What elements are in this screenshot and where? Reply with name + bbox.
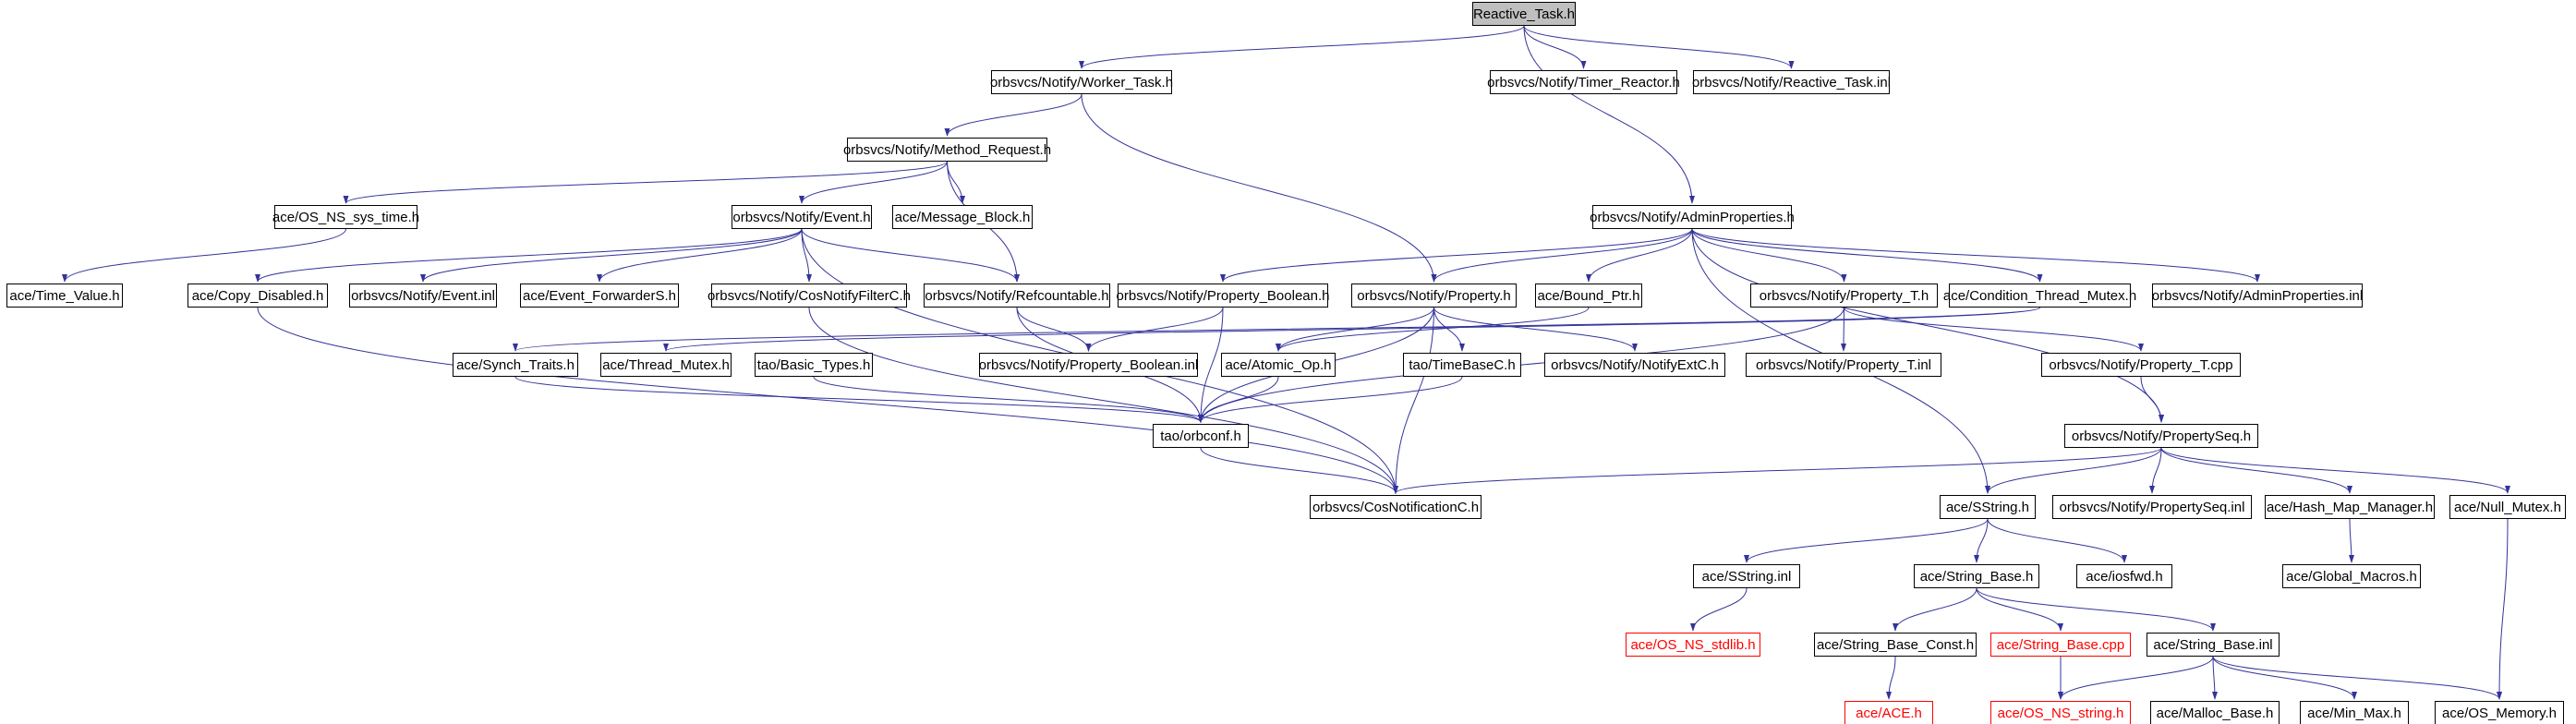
graph-edge [1693,588,1747,631]
graph-edge [1082,94,1434,282]
graph-edge [1017,308,1089,351]
graph-edge [1223,229,1692,282]
graph-node-label: orbsvcs/Notify/Property_T.inl [1755,356,1932,373]
graph-node-label: ace/Bound_Ptr.h [1537,287,1640,304]
graph-edge [1434,308,1636,351]
graph-edge [2499,519,2508,699]
graph-edge [948,94,1082,136]
graph-node[interactable] [1693,564,1800,588]
graph-edge [1201,448,1396,493]
graph-edge [2350,519,2352,562]
graph-node[interactable] [1590,205,1795,229]
graph-edge [2061,657,2213,699]
graph-node[interactable] [1153,424,1249,448]
graph-edge [1082,26,1524,68]
graph-edge [65,229,346,282]
graph-edge [1524,26,1692,203]
graph-node-label: ace/String_Base_Const.h [1816,636,1975,653]
graph-node-label: orbsvcs/Notify/NotifyExtC.h [1551,356,1719,373]
graph-node[interactable] [272,205,420,229]
graph-node[interactable] [842,138,1052,162]
graph-edge [1988,448,2161,493]
graph-node[interactable] [1940,495,2036,519]
graph-node-label: ace/OS_NS_stdlib.h [1630,636,1756,653]
graph-node-label: orbsvcs/Notify/Property_Boolean.h [1116,287,1330,304]
graph-node-label: ace/Condition_Thread_Mutex.h [1942,287,2137,304]
graph-node[interactable] [2076,564,2172,588]
graph-node[interactable] [1693,70,1890,94]
graph-edge [2161,448,2350,493]
graph-node-label: tao/TimeBaseC.h [1409,356,1516,373]
graph-edge [1524,26,1584,68]
graph-edge [1977,519,1988,562]
graph-node-label: ace/Copy_Disabled.h [191,287,324,304]
graph-node[interactable] [2300,701,2409,724]
graph-node[interactable] [1118,284,1328,308]
graph-edge [1278,308,1434,351]
graph-edge [809,308,1396,493]
graph-node-label: ace/String_Base.cpp [1996,636,2125,653]
graph-node-label: orbsvcs/Notify/Worker_Task.h [989,74,1174,90]
graph-node-label: orbsvcs/Notify/Reactive_Task.inl [1691,74,1892,90]
graph-node[interactable] [1535,284,1642,308]
graph-node-label: ace/Event_ForwarderS.h [523,287,676,304]
graph-node[interactable] [2150,701,2280,724]
graph-edge [802,229,809,282]
graph-edge [1692,229,1844,282]
graph-node[interactable] [755,353,873,377]
graph-edge [1977,588,2061,631]
graph-node-label: orbsvcs/Notify/AdminProperties.inl [2151,287,2364,304]
graph-edge [1692,229,2161,422]
graph-node[interactable] [1310,495,1482,519]
graph-node-label: ace/SString.h [1945,499,2030,515]
graph-edge [2213,657,2215,699]
graph-node[interactable] [349,284,497,308]
graph-node[interactable] [892,205,1033,229]
graph-node[interactable] [1487,70,1680,94]
graph-node[interactable] [2052,495,2252,519]
graph-edge [258,229,802,282]
graph-node-label: ace/SString.inl [1701,568,1792,585]
graph-edge [2213,657,2354,699]
graph-node-label: ace/OS_NS_sys_time.h [272,209,420,225]
graph-node[interactable] [1403,353,1521,377]
graph-edge [1589,229,1692,282]
graph-node[interactable] [1351,284,1517,308]
graph-edge [1895,588,1977,631]
graph-edge [2161,448,2508,493]
graph-node[interactable] [1626,633,1760,657]
graph-node-label: ace/ACE.h [1856,705,1922,721]
graph-node-label: ace/Thread_Mutex.h [602,356,730,373]
graph-edge [2213,657,2499,699]
graph-node[interactable] [1990,633,2131,657]
graph-edge [2141,377,2161,422]
graph-node-label: ace/Message_Block.h [894,209,1031,225]
graph-node-label: tao/orbconf.h [1160,428,1241,444]
graph-edge [1089,308,1224,351]
graph-edge [1692,229,2257,282]
graph-edge [1396,308,1434,493]
graph-edge [515,308,2040,351]
graph-node[interactable] [1221,353,1336,377]
graph-node-label: ace/Malloc_Base.h [2156,705,2274,721]
graph-node[interactable] [991,70,1172,94]
graph-edge [1201,308,1223,422]
graph-node[interactable] [924,284,1110,308]
graph-node[interactable] [2449,495,2566,519]
graph-node-label: ace/Min_Max.h [2307,705,2401,721]
graph-node-label: orbsvcs/CosNotificationC.h [1312,499,1480,515]
graph-node-label: ace/Hash_Map_Manager.h [2266,499,2434,515]
graph-node-label: ace/OS_NS_string.h [1997,705,2124,721]
graph-node[interactable] [1814,633,1977,657]
graph-node-label: tao/Basic_Types.h [756,356,871,373]
graph-node-label: Reactive_Task.h [1472,6,1576,22]
graph-node[interactable] [1990,701,2131,724]
graph-edge [948,162,963,203]
graph-edge [802,162,948,203]
graph-node-label: orbsvcs/Notify/Refcountable.h [925,287,1109,304]
graph-node[interactable] [600,353,732,377]
graph-edge [1201,377,1278,422]
graph-node[interactable] [453,353,578,377]
graph-edge [1524,26,1792,68]
graph-node[interactable] [979,353,1198,377]
graph-node[interactable] [1472,2,1576,26]
graph-node[interactable] [6,284,123,308]
graph-node-label: ace/Time_Value.h [9,287,120,304]
graph-node-label: ace/Synch_Traits.h [456,356,574,373]
graph-edge [1692,229,2040,282]
graph-node-label: ace/String_Base.h [1919,568,2034,585]
graph-node-label: orbsvcs/Notify/AdminProperties.h [1590,209,1795,225]
graph-node-label: orbsvcs/Notify/Property_Boolean.inl [978,356,1199,373]
graph-node-label: orbsvcs/Notify/CosNotifyFilterC.h [707,287,912,304]
graph-node-label: orbsvcs/Notify/PropertySeq.h [2071,428,2252,444]
graph-edge [599,229,802,282]
graph-node-label: ace/OS_Memory.h [2442,705,2557,721]
graph-edge [814,377,1201,422]
graph-node[interactable] [732,205,872,229]
graph-edge [515,377,1201,422]
graph-node[interactable] [1942,284,2137,308]
graph-node[interactable] [2041,353,2241,377]
graph-node[interactable] [2147,633,2280,657]
graph-edge [1988,519,2124,562]
graph-edge [2152,448,2161,493]
graph-node-label: ace/String_Base.inl [2153,636,2273,653]
graph-edge [1434,308,1463,351]
graph-edge [1844,308,2142,351]
graph-node[interactable] [1844,701,1933,724]
graph-node-label: orbsvcs/Notify/Property.h [1357,287,1511,304]
graph-node[interactable] [187,284,328,308]
graph-node[interactable] [1746,353,1941,377]
graph-node-label: ace/Atomic_Op.h [1225,356,1332,373]
graph-node-label: ace/Null_Mutex.h [2454,499,2561,515]
graph-node[interactable] [2064,424,2258,448]
graph-edge [1278,308,1589,351]
graph-node-label: ace/iosfwd.h [2086,568,2163,585]
graph-node-label: orbsvcs/Notify/Event.h [732,209,871,225]
graph-edge [1747,519,1988,562]
graph-node-label: orbsvcs/Notify/Event.inl [351,287,495,304]
graph-node-label: orbsvcs/Notify/PropertySeq.inl [2059,499,2245,515]
graph-node[interactable] [1750,284,1938,308]
graph-edge [423,229,802,282]
graph-node[interactable] [1544,353,1725,377]
graph-node-label: orbsvcs/Notify/Timer_Reactor.h [1487,74,1680,90]
graph-edge [346,162,948,203]
graph-node[interactable] [520,284,679,308]
graph-edge [1977,588,2213,631]
graph-node[interactable] [1914,564,2039,588]
graph-node[interactable] [2265,495,2435,519]
graph-edge [1889,657,1895,699]
graph-node[interactable] [707,284,912,308]
graph-edge [1434,229,1693,282]
graph-node-label: orbsvcs/Notify/Method_Request.h [842,141,1052,158]
graph-edge [802,229,1017,282]
graph-edge [666,308,2040,351]
graph-edge [1201,377,1462,422]
graph-node[interactable] [2435,701,2564,724]
graph-node[interactable] [2152,284,2363,308]
graph-node[interactable] [2282,564,2421,588]
graph-node-label: orbsvcs/Notify/Property_T.h [1759,287,1929,304]
graph-node-label: orbsvcs/Notify/Property_T.cpp [2049,356,2233,373]
graph-edge [1396,448,2161,493]
graph-edge [258,308,1396,493]
graph-node-label: ace/Global_Macros.h [2286,568,2417,585]
